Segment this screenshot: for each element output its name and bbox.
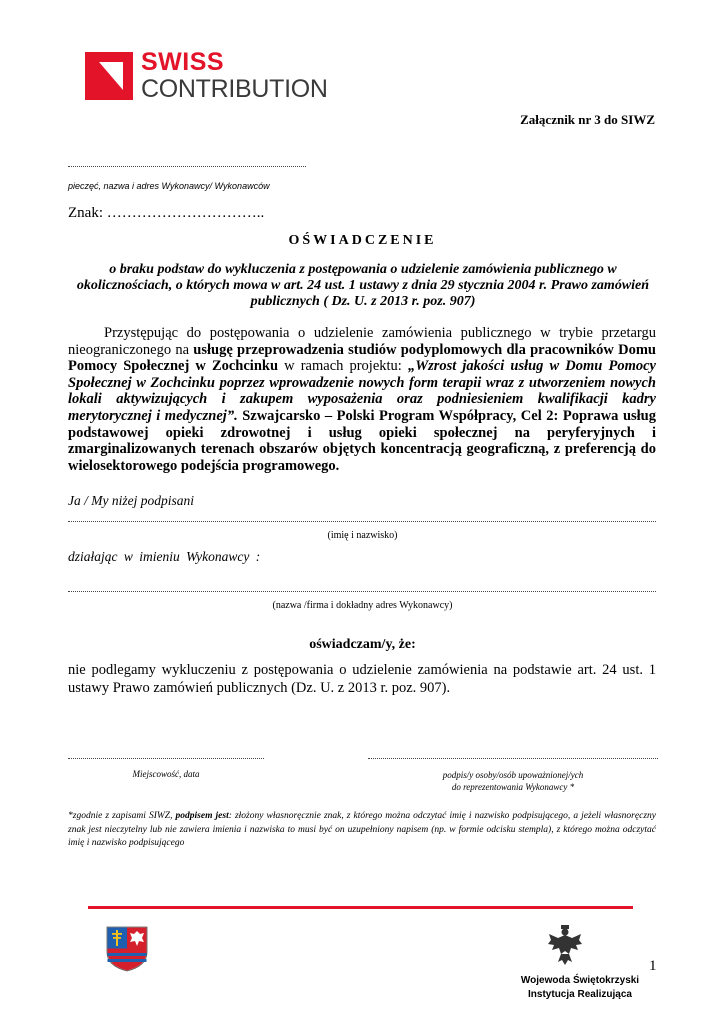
signature-caption-line-2: do reprezentowania Wykonawcy * [451, 782, 575, 792]
institution-role: Instytucja Realizująca [528, 989, 632, 1000]
signature-caption-line-1: podpis/y osoby/osób upoważnionej/ych [442, 770, 584, 780]
logo-text-swiss: SWISS [141, 48, 225, 76]
swiss-contribution-logo-mark-icon [85, 52, 133, 100]
logo-text-contribution: CONTRIBUTION [141, 75, 328, 103]
body-programme-name: Szwajcarsko – Polski Program Współpracy, Cel 2: Poprawa usług podstawowej opieki zdrowotnej i usług opieki społecznej na peryferyjnych i zmarginalizowanych terenach obszarów objętych koncentracją geograficzną, z preferencją do wielosektorowego podejścia programowego. [68, 407, 656, 474]
acting-on-behalf-label: działając w imieniu Wykonawcy : [68, 549, 261, 564]
declaration-statement: nie podlegamy wykluczeniu z postępowania o udzielenie zamówienia na podstawie art. 24 ust. 1 ustawy Prawo zamówień publicznych (Dz. U. z 2013 r. poz. 907). [68, 662, 656, 696]
name-caption: (imię i nazwisko) [327, 530, 398, 541]
coat-of-arms-icon [106, 926, 148, 972]
place-date-caption: Miejscowość, data [132, 769, 200, 779]
body-text-1: Przystępując do postępowania o udzielenie zamówienia publicznego w trybie przetargu nieograniczonego na [68, 325, 656, 358]
footnote-text-1: *zgodnie z zapisami SIWZ, [68, 811, 176, 821]
swiss-contribution-logo [85, 42, 328, 104]
company-dotted-line [68, 591, 656, 592]
company-caption: (nazwa /firma i dokładny adres Wykonawcy) [272, 600, 453, 611]
document-subtitle: o braku podstaw do wykluczenia z postępowania o udzielenie zamówienia publicznego w okolicznościach, o których mowa w art. 24 ust. 1 ustawy z dnia 29 stycznia 2004 r. Prawo zamówień publicznych ( Dz. U. z 2013 r. poz. 907) [76, 262, 650, 309]
document-title: OŚWIADCZENIE [288, 233, 437, 248]
reference-number-field: Znak: ………………………….. [68, 205, 265, 221]
body-service-name: usługę przeprowadzenia studiów podyplomowych dla pracowników Domu Pomocy Społecznej w Zochcinku [68, 341, 656, 375]
body-text-3: w ramach projektu: [278, 358, 408, 375]
footnote-text-2: : złożony własnoręcznie znak, z którego można odczytać imię i nazwisko podpisującego, a jeżeli własnoręczny znak jest nieczytelny lub nie zawiera imienia i nazwiska to musi być on uzupełniony napisem (np. w formie odcisku stempla), z którego można odczytać imię i nazwisko podpisującego [68, 811, 656, 849]
attachment-label: Załącznik nr 3 do SIWZ [520, 112, 655, 127]
body-project-name: „Wzrost jakości usług w Domu Pomocy Społecznej w Zochcinku poprzez wprowadzenie nowych form terapii wraz z utworzeniem nowych lokali aktywizujących i zakupem wyposażenia oraz podniesieniem kwalifikacji kadry merytorycznej i medycznej”. [68, 358, 656, 424]
name-dotted-line [68, 521, 656, 522]
stamp-caption: pieczęć, nazwa i adres Wykonawcy/ Wykonawców [68, 181, 270, 191]
footnote [68, 810, 656, 851]
stamp-dotted-line [68, 166, 306, 167]
signature-dotted-line [368, 758, 658, 759]
place-date-dotted-line [68, 758, 264, 759]
body-paragraph [68, 325, 656, 474]
footnote-bold: podpisem jest [175, 811, 229, 821]
page-number: 1 [649, 958, 657, 974]
signature-caption [368, 769, 658, 793]
signatories-label: Ja / My niżej podpisani [68, 493, 194, 508]
polish-eagle-icon [546, 924, 584, 966]
footer-red-divider [88, 906, 633, 909]
declaration-heading: oświadczam/y, że: [309, 637, 416, 652]
institution-name: Wojewoda Świętokrzyski [520, 975, 640, 986]
